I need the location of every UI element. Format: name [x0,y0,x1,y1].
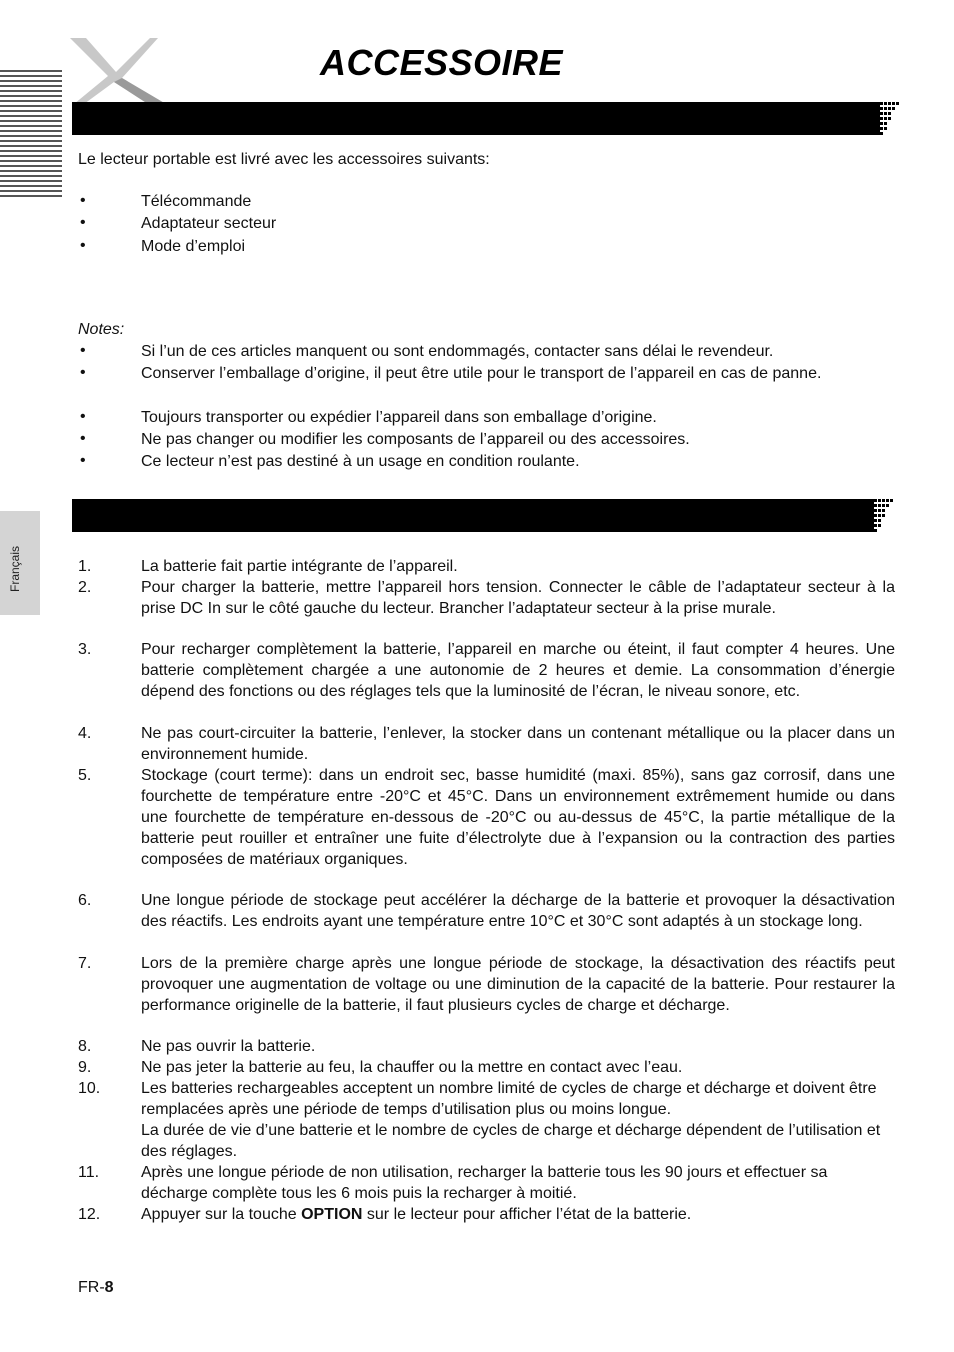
bullet: • [80,237,86,254]
battery-item: Pour charger la batterie, mettre l’appareil hors tension. Connecter le câble de l’adaptateur secteur à la prise DC In sur le côté gauche du lecteur. Brancher l’adaptateur secteur à la prise murale. [141,579,895,617]
item-number: 7. [78,955,92,972]
item-number: 11. [78,1164,100,1181]
battery-item: Ne pas jeter la batterie au feu, la chauffer ou la mettre en contact avec l’eau. [141,1059,683,1076]
item-number: 5. [78,767,92,784]
language-label: Français [8,545,22,592]
note-item: Ne pas changer ou modifier les composants de l’appareil ou des accessoires. [141,431,690,448]
battery-item-continued: La durée de vie d’une batterie et le nombre de cycles de charge et décharge dépendent de l’utilisation et des réglages. [141,1122,881,1160]
battery-item: Stockage (court terme): dans un endroit sec, basse humidité (maxi. 85%), sans gaz corrosif, dans une fourchette de température entre -20°C et 45°C. Dans un environnement extrêmement humide ou dans une fourchette de température en-dessous de -20°C ou au-dessus de 45°C, la partie métallique de la batterie peut rouiller et entraîner une fuite d’électrolyte due à l’expansion ou la contraction des parties composées de matériaux organiques. [141,767,895,868]
accessory-item: Adaptateur secteur [141,215,277,232]
battery-item [141,1204,895,1225]
note-item: Toujours transporter ou expédier l’appareil dans son emballage d’origine. [141,409,657,426]
bullet: • [80,364,86,381]
accessory-item: Télécommande [141,193,252,210]
notes-label: Notes: [78,321,125,338]
page-number [78,1279,114,1297]
item-number: 4. [78,725,92,742]
note-item: Si l’un de ces articles manquent ou sont endommagés, contacter sans délai le revendeur. [141,343,774,360]
item-number: 3. [78,641,92,658]
battery-item: Une longue période de stockage peut accélérer la décharge de la batterie et provoquer la désactivation des réactifs. Les endroits ayant une température entre 10°C et 30°C sont adaptés à un stockage long. [141,892,895,930]
battery-item-text: Appuyer sur la touche [141,1206,297,1223]
page-prefix: FR- [78,1279,105,1296]
battery-item: Ne pas ouvrir la batterie. [141,1038,316,1055]
brand-x-logo-icon [58,32,178,112]
header-stripes [0,70,62,200]
battery-item-text: sur le lecteur pour afficher l’état de la batterie. [366,1206,692,1223]
note-item: Conserver l’emballage d’origine, il peut être utile pour le transport de l’appareil en cas de panne. [141,365,822,382]
bullet: • [80,430,86,447]
section-bar-dots [856,499,896,532]
item-number: 1. [78,558,92,575]
page-number-value: 8 [104,1279,114,1296]
battery-item: La batterie fait partie intégrante de l’appareil. [141,558,458,575]
battery-item: Après une longue période de non utilisation, recharger la batterie tous les 90 jours et effectuer sa décharge complète tous les 6 mois puis la recharger à moitié. [141,1164,828,1202]
item-number: 10. [78,1080,101,1097]
note-item: Ce lecteur n’est pas destiné à un usage en condition roulante. [141,453,580,470]
accessories-intro: Le lecteur portable est livré avec les accessoires suivants: [78,151,490,168]
item-number: 6. [78,892,92,909]
battery-item: Les batteries rechargeables acceptent un nombre limité de cycles de charge et décharge et doivent être remplacées après une période de temps d’utilisation plus ou moins longue. [141,1080,877,1118]
item-number: 9. [78,1059,92,1076]
item-number: 8. [78,1038,92,1055]
accessory-item: Mode d’emploi [141,238,246,255]
bullet: • [80,192,86,209]
section-bar-accessories [72,102,880,135]
section-bar-battery [72,499,872,532]
item-number: 12. [78,1206,101,1223]
option-key-label: OPTION [301,1206,363,1223]
section-bar-dots [862,102,902,135]
bullet: • [80,452,86,469]
battery-item: Lors de la première charge après une longue période de stockage, la désactivation des réactifs peut provoquer une augmentation de voltage ou une diminution de la capacité de la batterie. Pour restaurer la performance originelle de la batterie, il faut plusieurs cycles de charge et décharge. [141,955,895,1014]
bullet: • [80,214,86,231]
bullet: • [80,342,86,359]
item-number: 2. [78,579,92,596]
battery-item: Ne pas court-circuiter la batterie, l’enlever, la stocker dans un contenant métallique ou la placer dans un environnement humide. [141,725,895,763]
page-title: ACCESSOIRE [320,42,564,83]
battery-item: Pour recharger complètement la batterie, l’appareil en marche ou éteint, il faut compter 4 heures. Une batterie complètement chargée a une autonomie de 2 heures et demie. La consommation d’énergie dépend des fonctions ou des réglages tels que la luminosité de l’écran, le niveau sonore, etc. [141,641,895,700]
bullet: • [80,408,86,425]
